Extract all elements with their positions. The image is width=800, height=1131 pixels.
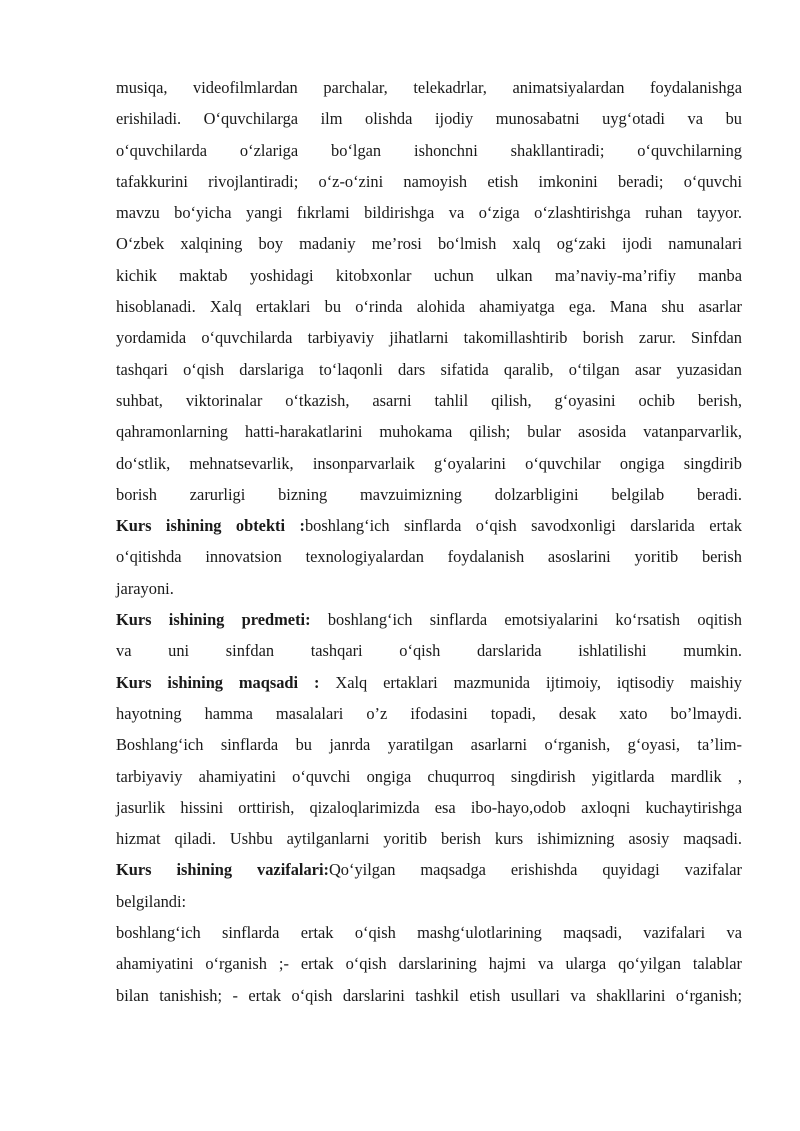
document-page [116, 72, 742, 1011]
text-line [116, 510, 742, 541]
tasks-section [116, 854, 742, 1010]
text-line: bilan tanishish; - ertak o‘qish darslarini tashkil etish usullari va shakllarini o‘rganish; [116, 985, 742, 1005]
subject-heading: Kurs ishining predmeti: [116, 610, 311, 630]
purpose-text: Xalq ertaklari mazmunida ijtimoiy, iqtisodiy maishiy [319, 672, 742, 692]
text-line: yordamida o‘quvchilarda tarbiyaviy jihatlarni takomillashtirib borish zarur. Sinfdan [116, 328, 742, 348]
text-line: o‘quvchilarda o‘zlariga bo‘lgan ishonchni shakllantiradi; o‘quvchilarning [116, 140, 742, 160]
text-line: hayotning hamma masalalari o’z ifodasini topadi, desak xato bo’lmaydi. [116, 703, 742, 723]
text-line: Boshlang‘ich sinflarda bu janrda yaratilgan asarlarni o‘rganish, g‘oyasi, ta’lim- [116, 735, 742, 755]
text-line [116, 667, 742, 698]
text-line: mavzu bo‘yicha yangi fıkrlami bildirishga va o‘ziga o‘zlashtirishga ruhan tayyor. [116, 203, 742, 223]
text-line: o‘qitishda innovatsion texnologiyalardan foydalanish asoslarini yoritib berish [116, 547, 742, 567]
text-line [116, 854, 742, 885]
object-heading: Kurs ishining obtekti : [116, 516, 305, 536]
text-line: belgilandi: [116, 891, 187, 911]
text-line: hizmat qiladi. Ushbu aytilganlarni yoritib berish kurs ishimizning asosiy maqsadi. [116, 829, 742, 849]
text-line: hisoblanadi. Xalq ertaklari bu o‘rinda alohida ahamiyatga ega. Mana shu asarlar [116, 297, 742, 317]
text-line: jasurlik hissini orttirish, qizaloqlarimizda esa ibo-hayo,odob axloqni kuchaytirishga [116, 797, 742, 817]
text-line: va uni sinfdan tashqari o‘qish darslarida ishlatilishi mumkin. [116, 641, 742, 661]
text-line: suhbat, viktorinalar o‘tkazish, asarni tahlil qilish, g‘oyasini ochib berish, [116, 390, 742, 410]
object-text: boshlang‘ich sinflarda o‘qish savodxonligi darslarida ertak [304, 516, 742, 536]
purpose-heading: Kurs ishining maqsadi : [116, 672, 320, 692]
text-line: qahramonlarning hatti-harakatlarini muhokama qilish; bular asosida vatanparvarlik, [116, 422, 742, 442]
text-line: do‘stlik, mehnatsevarlik, insonparvarlaik g‘oyalarini o‘quvchilar ongiga singdirib [116, 453, 742, 473]
tasks-heading: Kurs ishining vazifalari: [116, 860, 329, 880]
subject-section [116, 604, 742, 667]
tasks-text: Qo‘yilgan maqsadga erishishda quyidagi vazifalar [328, 860, 742, 880]
text-line [116, 604, 742, 635]
text-line: boshlang‘ich sinflarda ertak o‘qish mashg‘ulotlarining maqsadi, vazifalari va [116, 923, 742, 943]
subject-text: boshlang‘ich sinflarda emotsiyalarini ko‘rsatish oqitish [310, 610, 742, 630]
text-line: kichik maktab yoshidagi kitobxonlar uchun ulkan ma’naviy-ma’rifiy manba [116, 265, 742, 285]
text-line: musiqa, videofilmlardan parchalar, telekadrlar, animatsiyalardan foydalanishga [116, 78, 742, 97]
text-line: tarbiyaviy ahamiyatini o‘quvchi ongiga chuqurroq singdirish yigitlarda mardlik , [116, 766, 742, 786]
text-line: tafakkurini rivojlantiradi; o‘z-o‘zini namoyish etish imkonini beradi; o‘quvchi [116, 171, 742, 191]
intro-paragraph [116, 72, 742, 510]
text-line: borish zarurligi bizning mavzuimizning dolzarbligini belgilab beradi. [116, 484, 742, 504]
purpose-section [116, 667, 742, 855]
text-line: ahamiyatini o‘rganish ;- ertak o‘qish darslarining hajmi va ularga qo‘yilgan talablar [116, 954, 742, 974]
text-line: jarayoni. [116, 578, 174, 598]
text-line: tashqari o‘qish darslariga to‘laqonli dars sifatida qaralib, o‘tilgan asar yuzasidan [116, 359, 742, 379]
object-section [116, 510, 742, 604]
text-line: O‘zbek xalqining boy madaniy me’rosi bo‘lmish xalq og‘zaki ijodi namunalari [116, 234, 742, 254]
text-line: erishiladi. O‘quvchilarga ilm olishda ijodiy munosabatni uyg‘otadi va bu [116, 109, 742, 129]
